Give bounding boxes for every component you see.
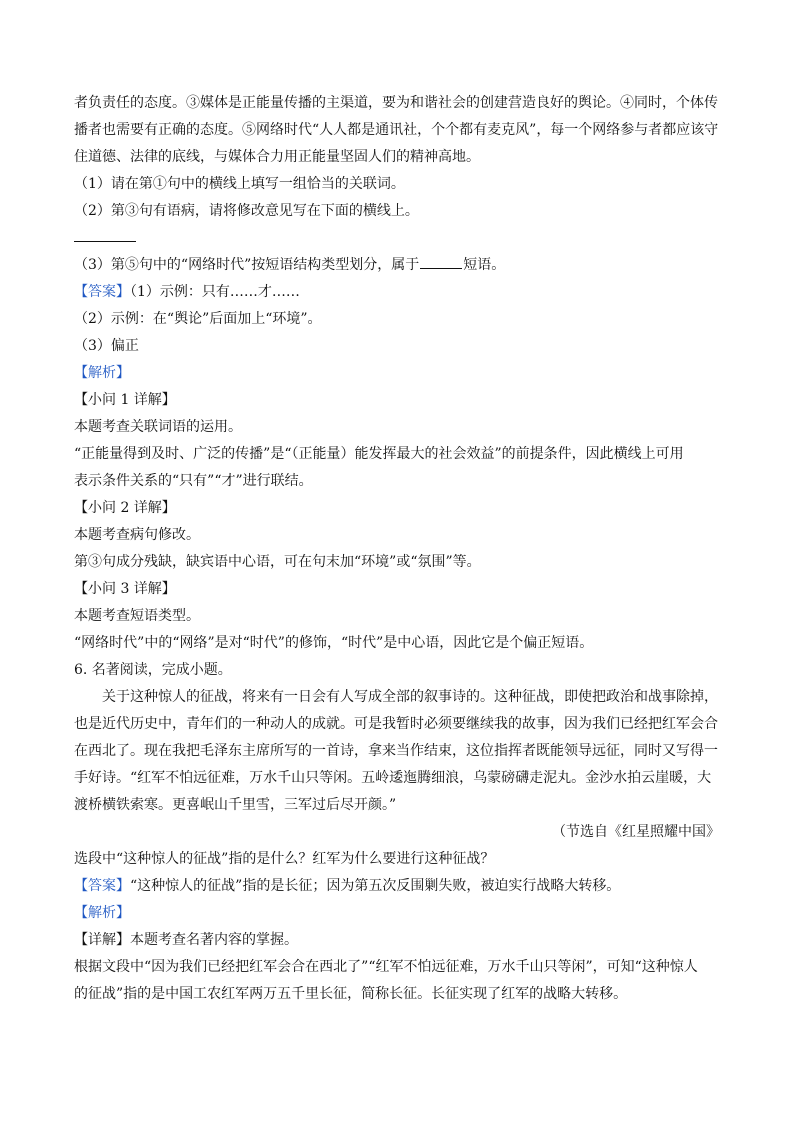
question-1: （1）请在第①句中的横线上填写一组恰当的关联词。 [74, 176, 405, 192]
answer-blank-line [74, 227, 136, 242]
detail-tag: 【详解】 [74, 932, 130, 948]
question-6-prompt: 选段中“这种惊人的征战”指的是什么？红军为什么要进行这种征战？ [74, 851, 495, 867]
passage-source: （节选自《红星照耀中国》 [552, 824, 720, 840]
document-page [74, 90, 724, 1008]
detail-text: 本题考查名著内容的掌握。 [130, 932, 298, 948]
question-3-text: （3）第⑤句中的“网络时代”按短语结构类型划分，属于 [74, 257, 420, 273]
inline-blank [420, 256, 462, 269]
analysis-tag: 【解析】 [74, 905, 130, 921]
sub-question-2-heading: 【小问 2 详解】 [74, 500, 176, 516]
sub-question-3-heading: 【小问 3 详解】 [74, 581, 176, 597]
text-line: 表示条件关系的“只有”“才”进行联结。 [74, 473, 313, 489]
text-line: 本题考查病句修改。 [74, 527, 200, 543]
question-2: （2）第③句有语病，请将修改意见写在下面的横线上。 [74, 203, 419, 219]
text-line: 住道德、法律的底线，与媒体合力用正能量坚固人们的精神高地。 [74, 149, 480, 165]
analysis-tag-line [74, 900, 724, 927]
text-line: “正能量得到及时、广泛的传播”是“（正能量）能发挥最大的社会效益”的前提条件，因此横线上可用 [74, 446, 684, 462]
answer-3: （3）偏正 [74, 338, 139, 354]
text-line: 者负责任的态度。③媒体是正能量传播的主渠道，要为和谐社会的创建营造良好的舆论。④同时，个体传 [74, 95, 718, 111]
answer-tag: 【答案】 [74, 878, 130, 894]
text-line: 根据文段中“因为我们已经把红军会合在西北了”“红军不怕远征难，万水千山只等闲”，可知“这种惊人 [74, 959, 698, 975]
question-3-suffix: 短语。 [463, 257, 506, 273]
passage-line: 手好诗。“红军不怕远征难，万水千山只等闲。五岭逶迤腾细浪，乌蒙磅礴走泥丸。金沙水拍云崖暖，大 [74, 770, 712, 786]
answer-tag: 【答案】 [74, 284, 130, 300]
text-line: “网络时代”中的“网络”是对“时代”的修饰，“时代”是中心语，因此它是个偏正短语。 [74, 635, 594, 651]
passage-line: 渡桥横铁索寒。更喜岷山千里雪，三军过后尽开颜。” [74, 797, 397, 813]
answer-2: （2）示例：在“舆论”后面加上“环境”。 [74, 311, 322, 327]
question-6-answer [74, 873, 724, 900]
text-line: 本题考查短语类型。 [74, 608, 200, 624]
text-line: 播者也需要有正确的态度。⑤网络时代“人人都是通讯社，个个都有麦克风”，每一个网络参与者都应该守 [74, 122, 719, 138]
passage-line: 也是近代历史中，青年们的一种动人的成就。可是我暂时必须要继续我的故事，因为我们已经把红军会合 [74, 716, 718, 732]
answer-1: （1）示例：只有……才…… [130, 284, 300, 300]
passage-line: 在西北了。现在我把毛泽东主席所写的一首诗，拿来当作结束，这位指挥者既能领导远征，同时又写得一 [74, 743, 718, 759]
analysis-tag-line [74, 360, 724, 387]
sub-question-1-heading: 【小问 1 详解】 [74, 392, 176, 408]
text-line: 第③句成分残缺，缺宾语中心语，可在句末加“环境”或“氛围”等。 [74, 554, 481, 570]
analysis-tag: 【解析】 [74, 365, 130, 381]
text-line: 本题考查关联词语的运用。 [74, 419, 242, 435]
detail-line [74, 927, 724, 954]
question-6-answer-text: “这种惊人的征战”指的是长征；因为第五次反围剿失败，被迫实行战略大转移。 [130, 878, 621, 894]
answer-blank [74, 225, 724, 252]
question-3 [74, 252, 724, 279]
answer-line-1 [74, 279, 724, 306]
passage-line: 关于这种惊人的征战，将来有一日会有人写成全部的叙事诗的。这种征战，即使把政治和战事除掉， [102, 689, 718, 705]
question-6-title: 6. 名著阅读，完成小题。 [74, 662, 232, 678]
text-line: 的征战”指的是中国工农红军两万五千里长征，简称长征。长征实现了红军的战略大转移。 [74, 986, 628, 1002]
